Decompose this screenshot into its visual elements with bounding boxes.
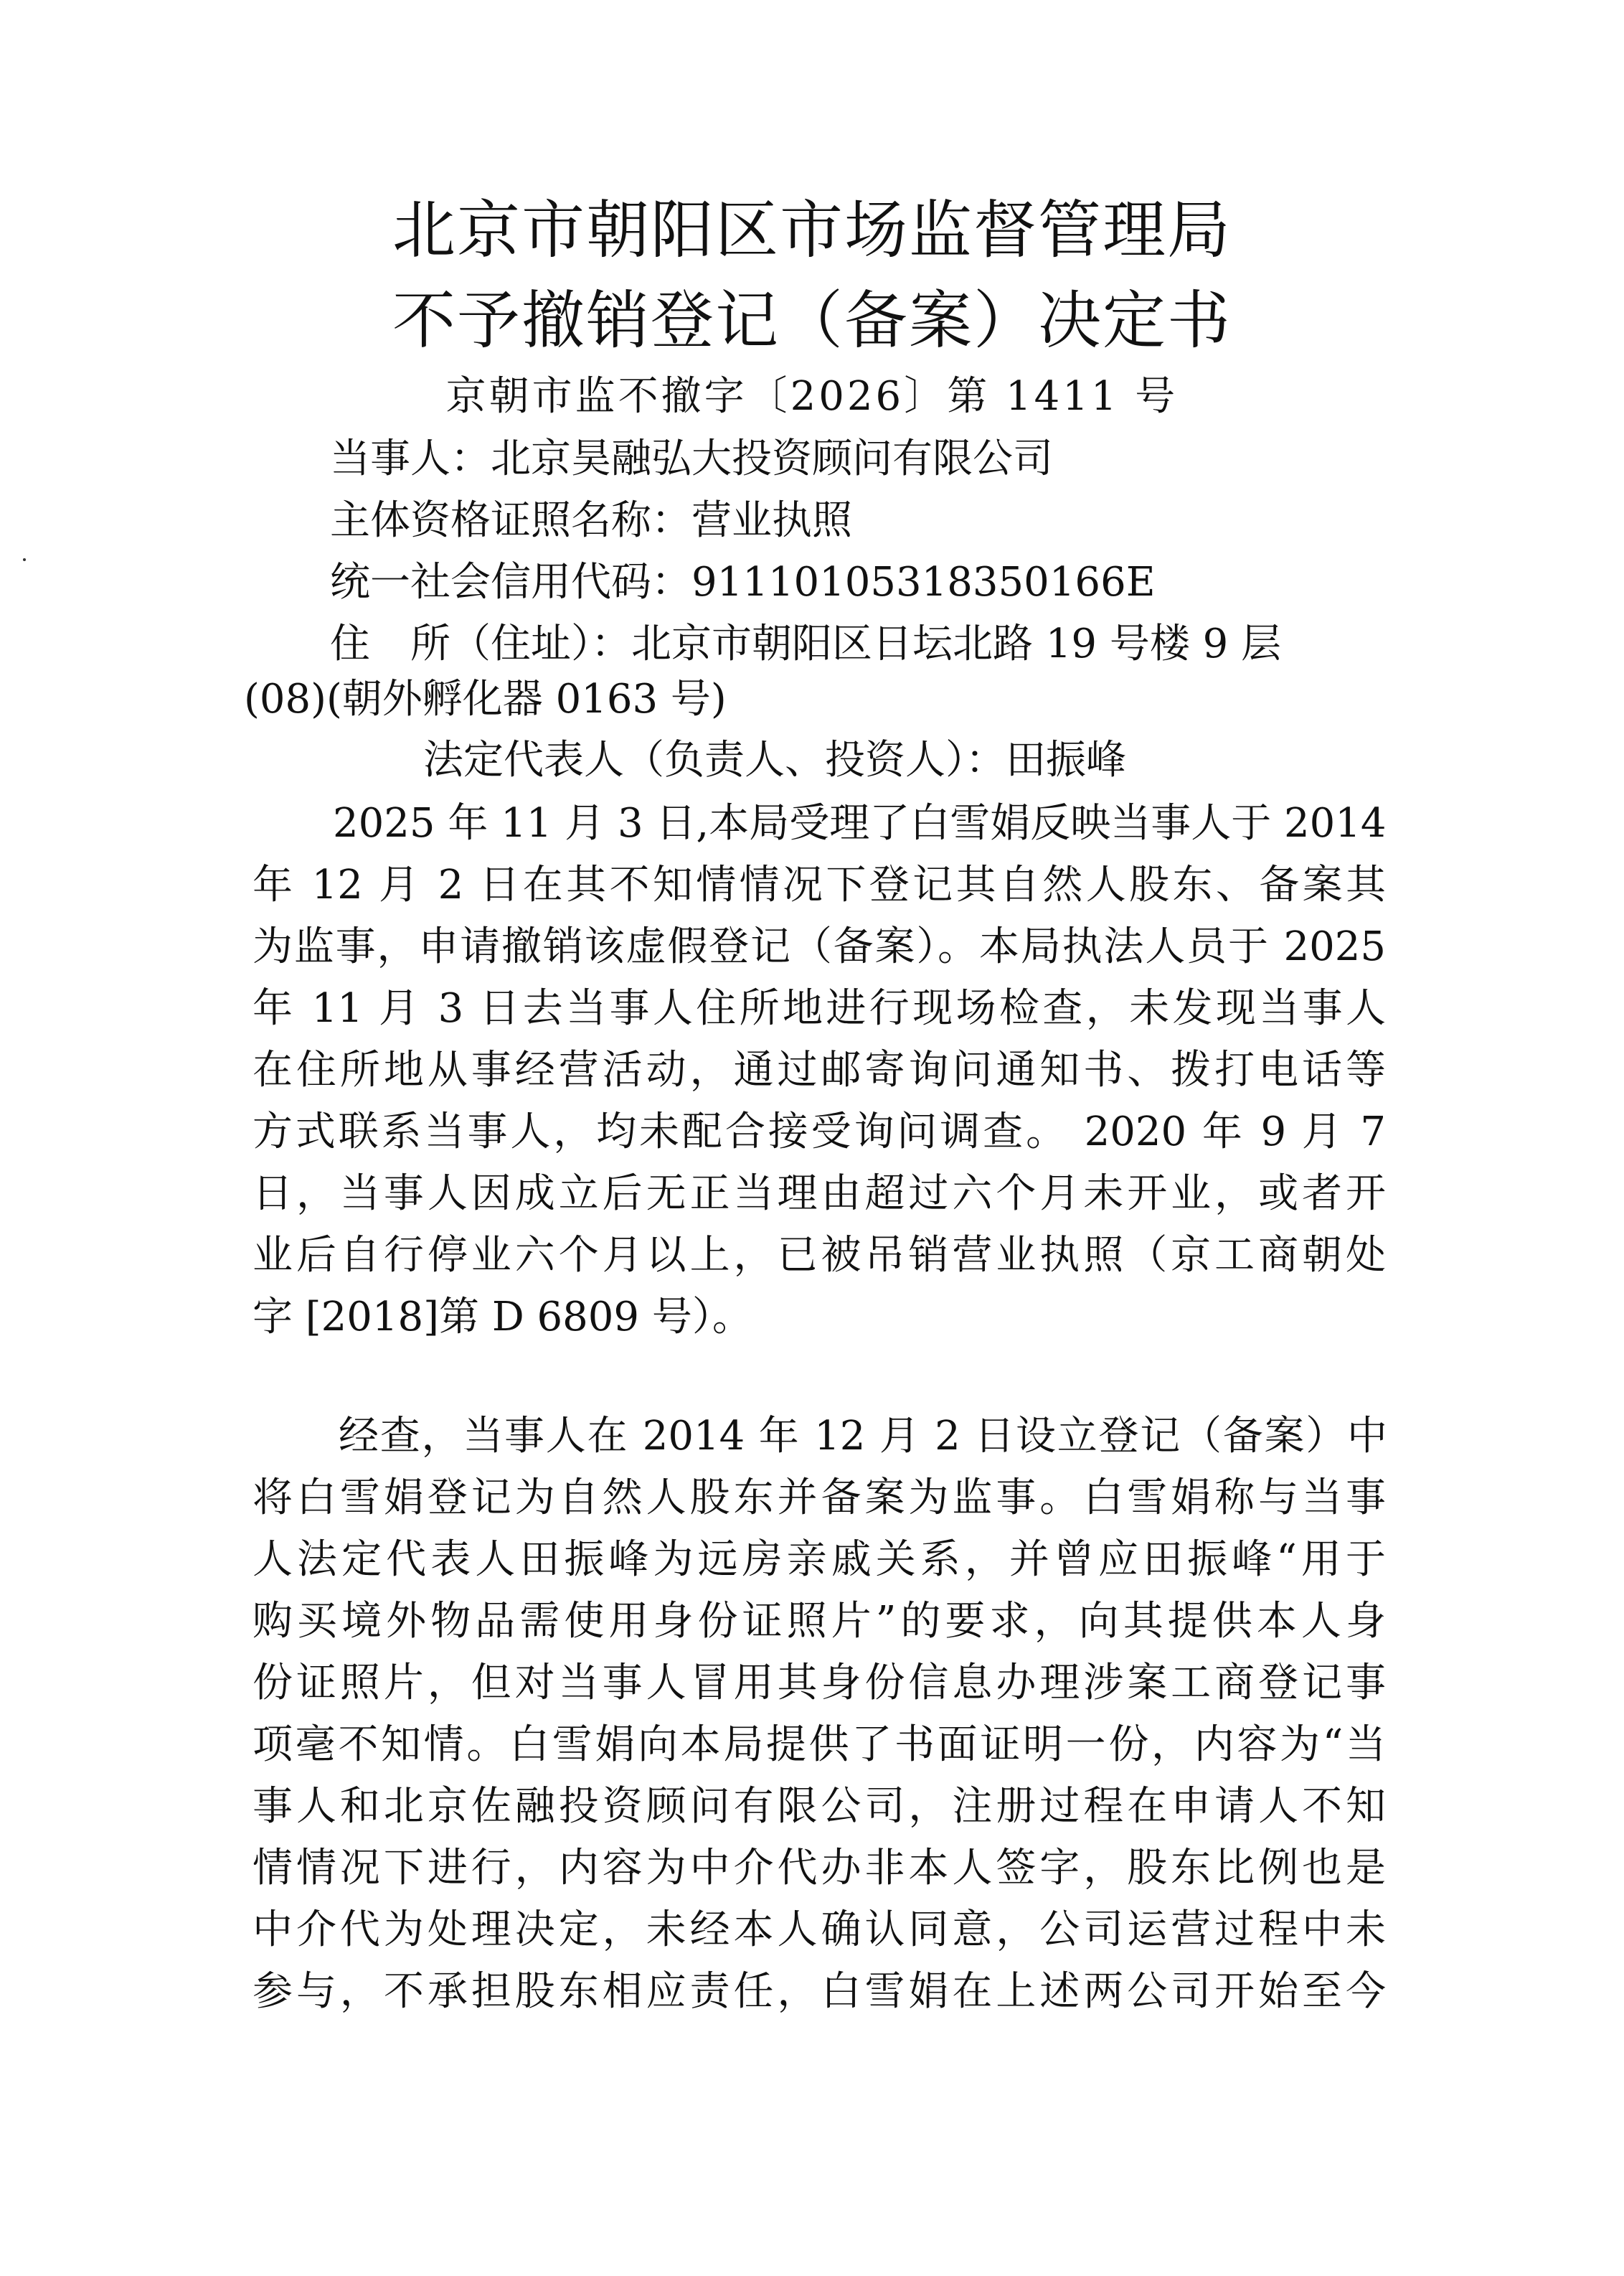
paragraph1-line: 在住所地从事经营活动，通过邮寄询问通知书、拨打电话等: [252, 1047, 1386, 1094]
credit-code-line: 统一社会信用代码：91110105318350166E: [330, 559, 1156, 606]
license-name-line: 主体资格证照名称：营业执照: [330, 497, 852, 544]
paragraph2-line: 份证照片，但对当事人冒用其身份信息办理涉案工商登记事: [252, 1660, 1386, 1706]
legal-representative-line: 法定代表人（负责人、投资人）：田振峰: [423, 737, 1126, 784]
document-number: 京朝市监不撤字〔2026〕第 1411 号: [445, 373, 1179, 420]
paragraph1-line: 业后自行停业六个月以上，已被吊销营业执照（京工商朝处: [252, 1232, 1386, 1279]
paragraph2-line: 人法定代表人田振峰为远房亲戚关系，并曾应田振峰“用于: [252, 1536, 1386, 1583]
paragraph1-line: 年 12 月 2 日在其不知情情况下登记其自然人股东、备案其: [252, 862, 1386, 908]
paragraph2-line: 将白雪娟登记为自然人股东并备案为监事。白雪娟称与当事: [252, 1475, 1386, 1521]
paragraph1-line: 2025 年 11 月 3 日,本局受理了白雪娟反映当事人于 2014: [333, 800, 1387, 847]
paragraph2-line: 购买境外物品需使用身份证照片”的要求，向其提供本人身: [252, 1598, 1386, 1645]
address-line-2: (08)(朝外孵化器 0163 号): [244, 676, 727, 723]
paragraph1-line: 字 [2018]第 D 6809 号）。: [252, 1294, 752, 1340]
paragraph2-line: 参与，不承担股东相应责任，白雪娟在上述两公司开始至今: [252, 1968, 1386, 2015]
paragraph2-line: 经查，当事人在 2014 年 12 月 2 日设立登记（备案）中: [339, 1413, 1387, 1459]
paragraph2-line: 中介代为处理决定，未经本人确认同意，公司运营过程中未: [252, 1906, 1386, 1953]
paragraph2-line: 事人和北京佐融投资顾问有限公司，注册过程在申请人不知: [252, 1783, 1386, 1830]
address-line-1: 住 所（住址）：北京市朝阳区日坛北路 19 号楼 9 层: [330, 621, 1282, 667]
paragraph1-line: 方式联系当事人，均未配合接受询问调查。 2020 年 9 月 7: [252, 1109, 1386, 1155]
paragraph1-line: 为监事，申请撤销该虚假登记（备案）。本局执法人员于 2025: [252, 923, 1386, 970]
document-title-line2: 不予撤销登记（备案）决定书: [392, 283, 1232, 357]
paragraph2-line: 情情况下进行，内容为中介代办非本人签字，股东比例也是: [252, 1845, 1386, 1891]
document-title-line1: 北京市朝阳区市场监督管理局: [392, 193, 1232, 267]
paragraph2-line: 项毫不知情。白雪娟向本局提供了书面证明一份，内容为“当: [252, 1721, 1386, 1768]
paragraph1-line: 日，当事人因成立后无正当理由超过六个月未开业，或者开: [252, 1170, 1386, 1217]
party-line: 当事人：北京昊融弘大投资顾问有限公司: [330, 436, 1053, 482]
scan-speck: [23, 558, 26, 561]
paragraph1-line: 年 11 月 3 日去当事人住所地进行现场检查，未发现当事人: [252, 985, 1386, 1032]
